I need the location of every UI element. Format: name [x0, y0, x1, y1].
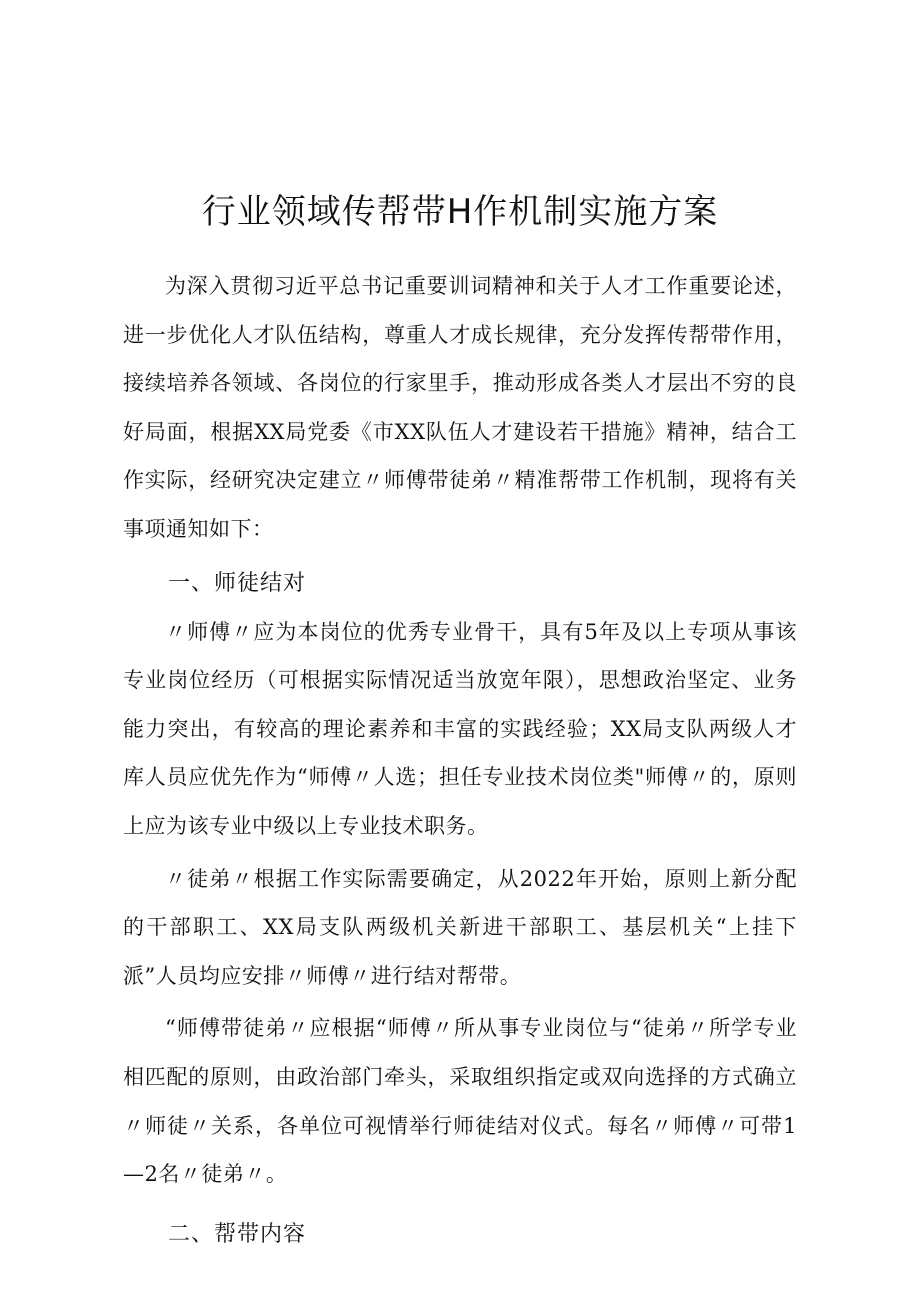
document-body [123, 262, 797, 1259]
section-heading-mentoring-content: 二、帮带内容 [168, 1221, 307, 1247]
intro-paragraph: 为深入贯彻习近平总书记重要训词精神和关于人才工作重要论述，进一步优化人才队伍结构，尊重人才成长规律，充分发挥传帮带作用，接续培养各领域、各岗位的行家里手，推动形成各类人才层出不穷的良好局面，根据XX局党委《市XX队伍人才建设若干措施》精神，结合工作实际，经研究决定建立〃师傅带徒弟〃精准帮带工作机制，现将有关事项通知如下： [123, 274, 797, 541]
paragraph-pairing-method: “师傅带徒弟〃应根据“师傅〃所从事专业岗位与“徒弟〃所学专业相匹配的原则，由政治部门牵头，采取组织指定或双向选择的方式确立〃师徒〃关系，各单位可视情举行师徒结对仪式。每名〃师傅〃可带1—2名〃徒弟〃。 [123, 1016, 797, 1187]
section-heading-pairing: 一、师徒结对 [168, 570, 307, 596]
paragraph-apprentice-requirements: 〃徒弟〃根据工作实际需要确定，从2022年开始，原则上新分配的干部职工、XX局支队两级机关新进干部职工、基层机关“上挂下派”人员均应安排〃师傅〃进行结对帮带。 [123, 866, 797, 988]
document-title: 行业领域传帮带H作机制实施方案 [201, 192, 719, 232]
paragraph-master-requirements: 〃师傅〃应为本岗位的优秀专业骨干，具有5年及以上专项从事该专业岗位经历（可根据实际情况适当放宽年限），思想政治坚定、业务能力突出，有较高的理论素养和丰富的实践经验；XX局支队两级人才库人员应优先作为“师傅〃人选；担任专业技术岗位类"师傅〃的，原则上应为该专业中级以上专业技术职务。 [123, 619, 797, 838]
